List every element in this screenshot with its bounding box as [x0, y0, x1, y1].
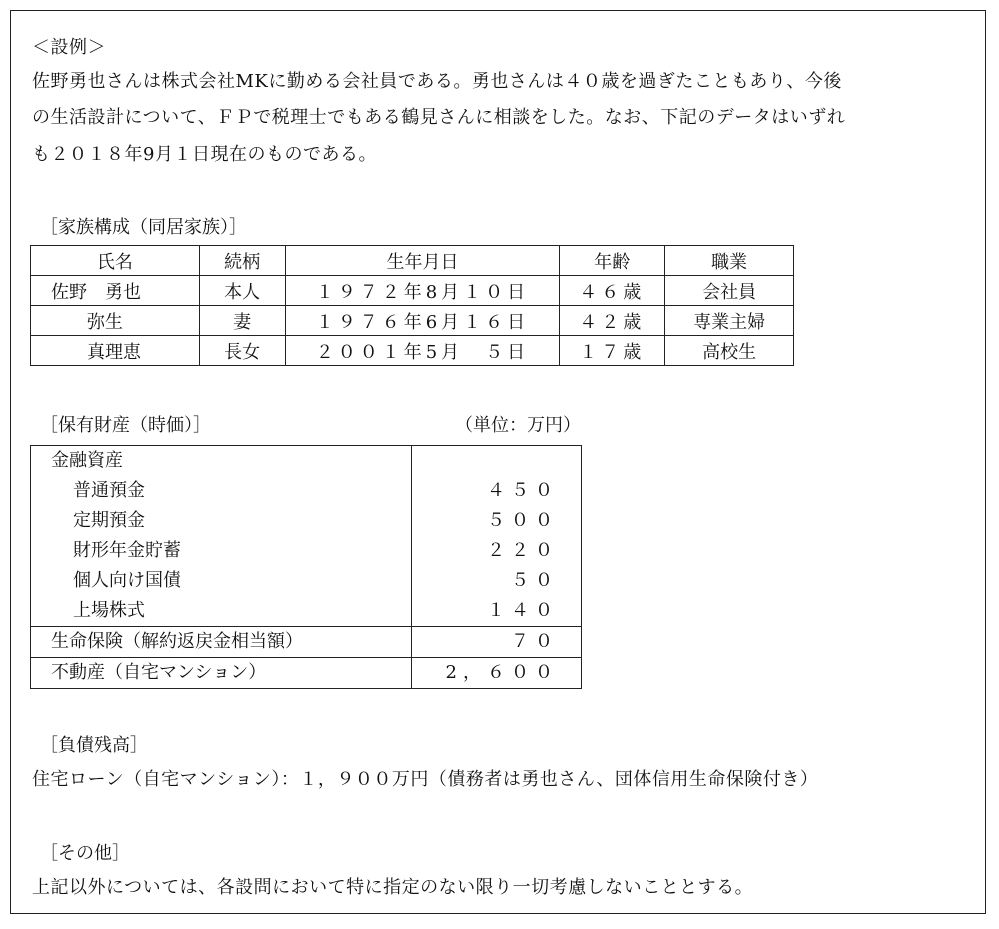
- cell-dob: １９７２年8月１０日: [285, 276, 560, 306]
- cell-age: ４２歳: [560, 306, 665, 336]
- blank-value: [412, 446, 559, 476]
- cell-job: 会社員: [665, 276, 794, 306]
- cell-relation: 本人: [199, 276, 285, 306]
- asset-label: 普通預金: [73, 480, 145, 501]
- financial-labels: [31, 446, 412, 627]
- realestate-row: [31, 658, 582, 689]
- heading: ＜設例＞: [32, 37, 106, 58]
- table-row: [31, 306, 794, 336]
- family-section-title: ［家族構成（同居家族）］: [40, 217, 247, 238]
- insurance-row: [31, 627, 582, 658]
- header-relation: 続柄: [199, 246, 285, 276]
- cell-age: １７歳: [560, 336, 665, 366]
- financial-assets-label: 金融資産: [51, 450, 123, 471]
- asset-value: ４５０: [487, 480, 559, 501]
- cell-relation: 妻: [199, 306, 285, 336]
- other-text: 上記以外については、各設問において特に指定のない限り一切考慮しないこととする。: [32, 877, 754, 898]
- intro-line-3: も２０１８年9月１日現在のものである。: [32, 144, 377, 165]
- asset-label: 財形年金貯蓄: [73, 540, 181, 561]
- assets-unit: （単位：万円）: [455, 415, 581, 436]
- cell-name: 佐野 勇也: [31, 276, 200, 306]
- asset-value: ５０: [511, 570, 559, 591]
- assets-table: [30, 445, 582, 689]
- table-row: [31, 336, 794, 366]
- debt-section-title: ［負債残高］: [40, 735, 148, 756]
- asset-value: １４０: [487, 600, 559, 621]
- insurance-label: 生命保険（解約返戻金相当額）: [31, 627, 412, 658]
- debt-text: 住宅ローン（自宅マンション）：１，９００万円（債務者は勇也さん、団体信用生命保険付き）: [32, 769, 819, 790]
- family-table: [30, 245, 794, 366]
- cell-job: 高校生: [665, 336, 794, 366]
- realestate-value: 2，６００: [412, 658, 582, 689]
- realestate-label: 不動産（自宅マンション）: [31, 658, 412, 689]
- insurance-value: ７０: [412, 627, 582, 658]
- financial-values: [412, 446, 582, 627]
- cell-name: 真理恵: [31, 336, 200, 366]
- cell-job: 専業主婦: [665, 306, 794, 336]
- asset-value: ５００: [487, 510, 559, 531]
- header-job: 職業: [665, 246, 794, 276]
- other-section-title: ［その他］: [40, 843, 130, 864]
- cell-dob: ２００１年5月 ５日: [285, 336, 560, 366]
- asset-label: 上場株式: [73, 600, 145, 621]
- assets-section-title: ［保有財産（時価）］: [40, 415, 211, 436]
- cell-relation: 長女: [199, 336, 285, 366]
- header-dob: 生年月日: [285, 246, 560, 276]
- asset-value: ２２０: [487, 540, 559, 561]
- header-age: 年齢: [560, 246, 665, 276]
- cell-dob: １９７６年6月１６日: [285, 306, 560, 336]
- cell-name: 弥生: [31, 306, 200, 336]
- family-header-row: [31, 246, 794, 276]
- financial-assets-row: [31, 446, 582, 627]
- cell-age: ４６歳: [560, 276, 665, 306]
- asset-label: 定期預金: [73, 510, 145, 531]
- asset-label: 個人向け国債: [73, 570, 181, 591]
- intro-line-1: 佐野勇也さんは株式会社MKに勤める会社員である。勇也さんは４０歳を過ぎたこともあり、今後: [32, 71, 842, 92]
- table-row: [31, 276, 794, 306]
- intro-line-2: の生活設計について、ＦＰで税理士でもある鶴見さんに相談をした。なお、下記のデータはいずれ: [32, 107, 846, 128]
- header-name: 氏名: [31, 246, 200, 276]
